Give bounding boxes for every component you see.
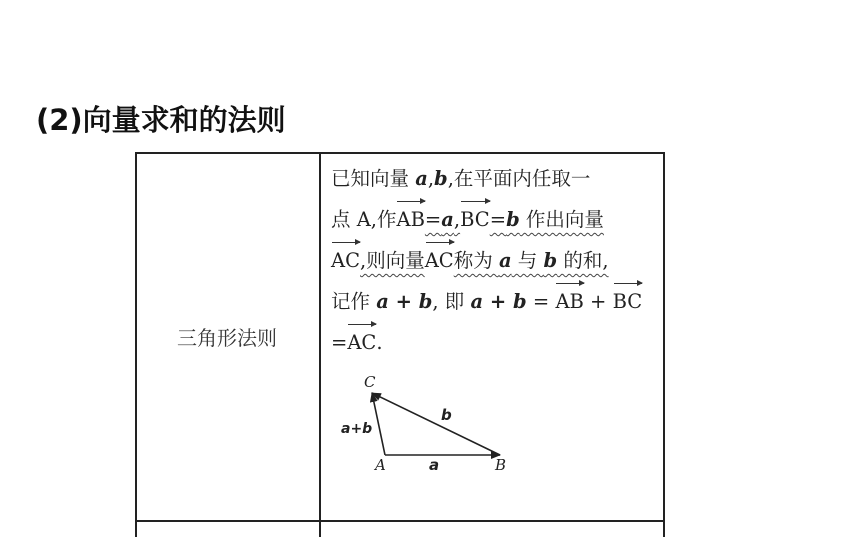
description-line-4: [331, 281, 661, 322]
table-right-border: [663, 152, 665, 537]
vector-ac: AC: [331, 240, 360, 281]
text-fragment: 称为: [453, 249, 499, 272]
vector-a: a: [415, 167, 428, 190]
side-ac-arrow: [372, 393, 385, 455]
wavy-underlined-span: [396, 208, 603, 231]
text-fragment: =: [331, 331, 348, 354]
text-fragment: 作出向量: [519, 208, 604, 231]
vector-ac: AC: [347, 322, 376, 363]
text-fragment: .: [376, 331, 383, 354]
table-top-border: [135, 152, 665, 154]
vector-b: b: [506, 208, 520, 231]
description-line-5: [331, 322, 661, 363]
text-fragment: =: [424, 208, 442, 231]
text-fragment: =: [526, 290, 556, 313]
vector-a: a: [441, 208, 454, 231]
text-fragment: 记作: [331, 290, 377, 313]
vector-ac: AC: [425, 240, 454, 281]
side-bc-label: b: [441, 406, 452, 424]
side-ac-label: a+b: [341, 421, 373, 437]
rule-description: [331, 158, 661, 363]
vector-b: b: [543, 249, 558, 272]
text-fragment: 与: [511, 249, 544, 272]
section-heading: (2)向量求和的法则: [36, 103, 286, 137]
vertex-b-label: B: [495, 456, 507, 474]
vector-ab: AB: [396, 199, 424, 240]
table-row-divider: [135, 520, 665, 522]
rules-table: [135, 152, 665, 537]
vector-b: b: [434, 167, 448, 190]
expression-a-plus-b: a + b: [376, 290, 433, 313]
text-fragment: 的和,: [557, 249, 609, 272]
expression-a-plus-b: a + b: [470, 290, 527, 313]
side-ab-label: a: [429, 456, 440, 474]
side-bc-arrow: [372, 393, 500, 455]
vertex-a-label: A: [375, 456, 386, 474]
vector-a: a: [498, 249, 512, 272]
table-column-divider: [319, 152, 321, 537]
text-fragment: ,在平面内任取一: [447, 167, 591, 190]
text-fragment: =: [489, 208, 507, 231]
text-fragment: ,则向量: [360, 249, 425, 272]
description-line-1: [331, 158, 661, 199]
triangle-diagram: [333, 374, 523, 474]
text-fragment: 点 A,作: [331, 208, 397, 231]
vector-bc: BC: [460, 199, 490, 240]
vertex-c-label: C: [364, 374, 376, 391]
text-fragment: ,: [453, 208, 461, 231]
text-fragment: ,: [427, 167, 435, 190]
description-line-2: [331, 199, 661, 240]
text-fragment: 已知向量: [331, 167, 416, 190]
vector-ab: AB: [555, 281, 583, 322]
rule-name-cell: 三角形法则: [177, 326, 277, 350]
wavy-underlined-span: [331, 249, 609, 272]
description-line-3: [331, 240, 661, 281]
vector-bc: BC: [613, 281, 643, 322]
text-fragment: +: [583, 290, 613, 313]
text-fragment: , 即: [432, 290, 471, 313]
